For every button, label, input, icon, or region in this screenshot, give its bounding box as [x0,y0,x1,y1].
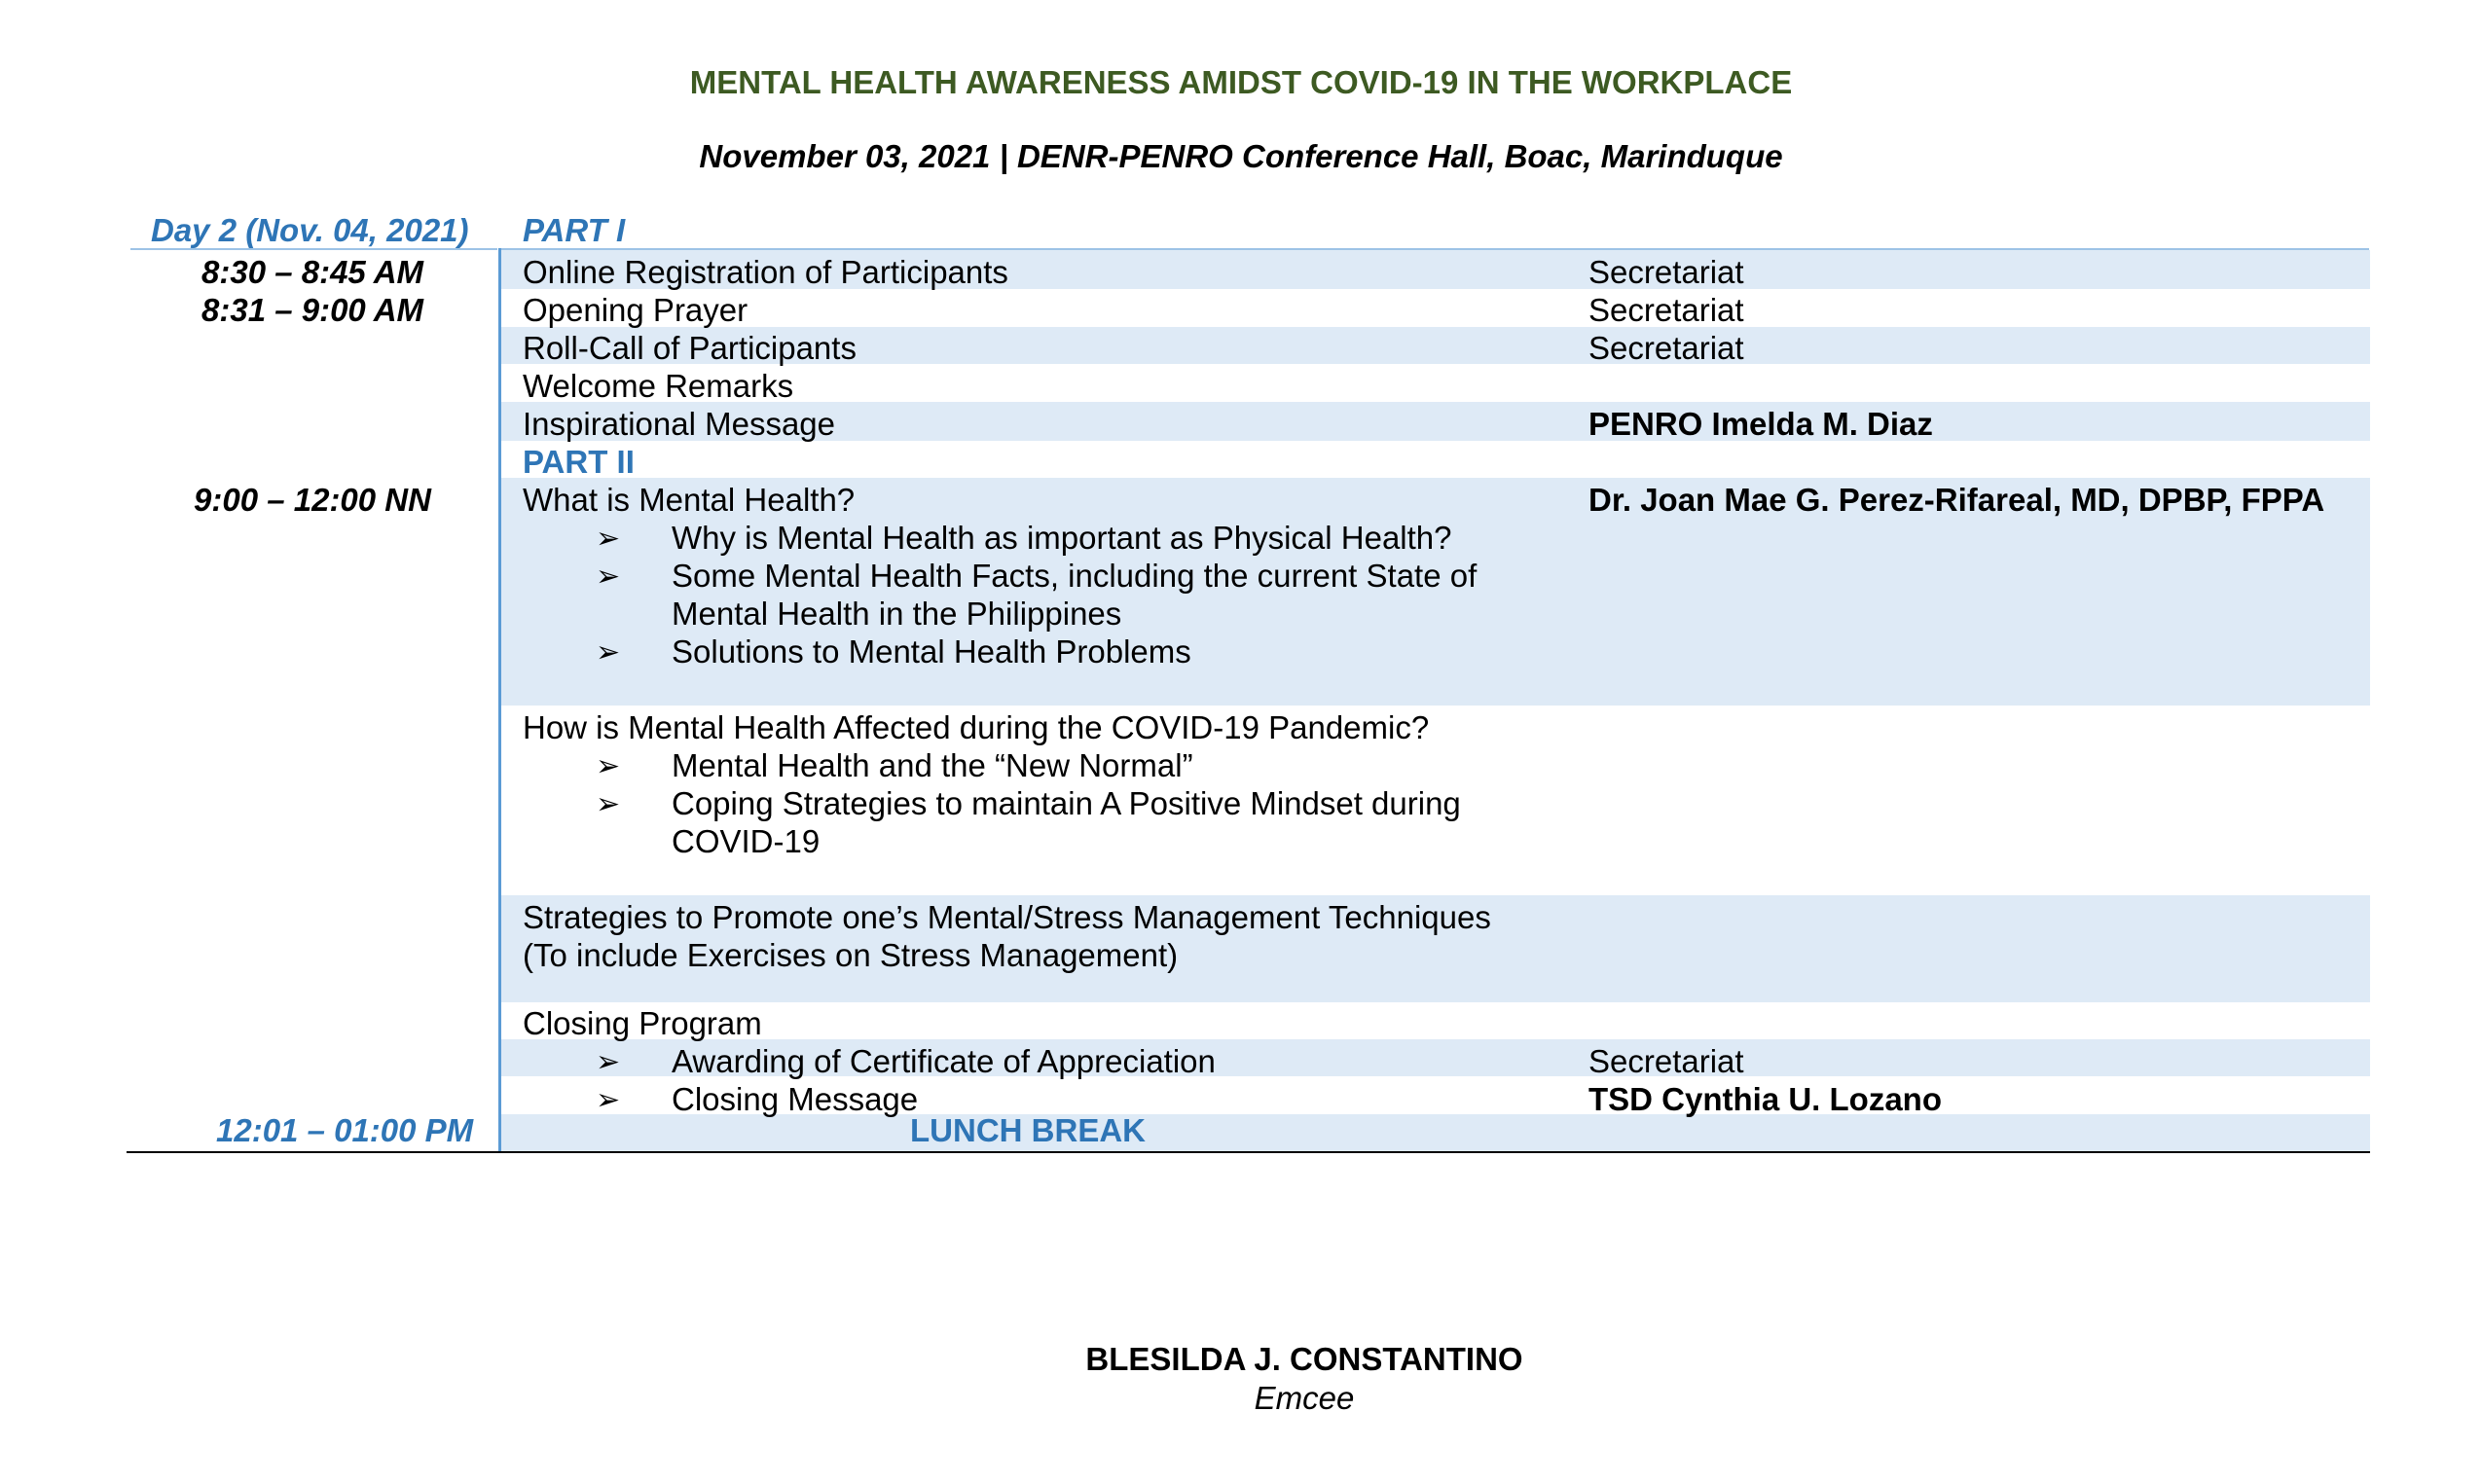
topic-bullet: Mental Health and the “New Normal” [672,747,1193,783]
time-column-divider [498,248,501,1153]
bullet-icon: ➢ [596,788,621,820]
bullet-icon: ➢ [596,750,621,782]
activity: Roll-Call of Participants [523,330,857,366]
activity: Welcome Remarks [523,368,794,404]
person: TSD Cynthia U. Lozano [1588,1081,1942,1117]
activity: Inspirational Message [523,406,836,442]
part-1-label: PART I [523,212,626,248]
person: Secretariat [1588,254,1744,290]
time-slot: 8:31 – 9:00 AM [201,292,424,328]
topic-subtitle: (To include Exercises on Stress Management) [523,937,1179,973]
topic-title: Strategies to Promote one’s Mental/Stress Management Techniques [523,899,1491,935]
person: PENRO Imelda M. Diaz [1588,406,1933,442]
activity: Closing Message [672,1081,919,1117]
signatory-role: Emcee [1254,1380,1355,1416]
lunch-time: 12:01 – 01:00 PM [216,1112,474,1148]
activity: Opening Prayer [523,292,748,328]
time-slot: 8:30 – 8:45 AM [201,254,424,290]
speaker: Dr. Joan Mae G. Perez-Rifareal, MD, DPBP, FPPA [1588,482,2325,518]
bullet-icon: ➢ [596,1084,621,1116]
band-lunch [501,1114,2370,1151]
topic-bullet-continued: Mental Health in the Philippines [672,596,1122,632]
topic-bullet: Some Mental Health Facts, including the current State of [672,558,1478,594]
activity: Awarding of Certificate of Appreciation [672,1043,1216,1079]
bullet-icon: ➢ [596,1046,621,1078]
activity: Online Registration of Participants [523,254,1008,290]
signatory-name: BLESILDA J. CONSTANTINO [1085,1341,1523,1377]
lunch-label: LUNCH BREAK [910,1112,1146,1148]
day-label: Day 2 (Nov. 04, 2021) [151,212,469,248]
topic-title: How is Mental Health Affected during the COVID-19 Pandemic? [523,709,1430,745]
topic-bullet: Why is Mental Health as important as Physical Health? [672,520,1452,556]
time-slot: 9:00 – 12:00 NN [194,482,431,518]
closing-title: Closing Program [523,1005,762,1041]
table-bottom-rule [127,1151,2370,1153]
topic-bullet: Coping Strategies to maintain A Positive Mindset during [672,785,1461,821]
person: Secretariat [1588,1043,1744,1079]
topic-bullet-continued: COVID-19 [672,823,821,859]
table-top-rule-right [500,248,2369,250]
bullet-icon: ➢ [596,561,621,593]
person: Secretariat [1588,292,1744,328]
document-title: MENTAL HEALTH AWARENESS AMIDST COVID-19 IN THE WORKPLACE [689,64,1793,100]
topic-bullet: Solutions to Mental Health Problems [672,633,1191,670]
bullet-icon: ➢ [596,636,621,669]
part-2-label: PART II [523,444,635,480]
topic-title: What is Mental Health? [523,482,856,518]
bullet-icon: ➢ [596,523,621,555]
person: Secretariat [1588,330,1744,366]
document-subtitle: November 03, 2021 | DENR-PENRO Conference Hall, Boac, Marinduque [699,138,1783,174]
